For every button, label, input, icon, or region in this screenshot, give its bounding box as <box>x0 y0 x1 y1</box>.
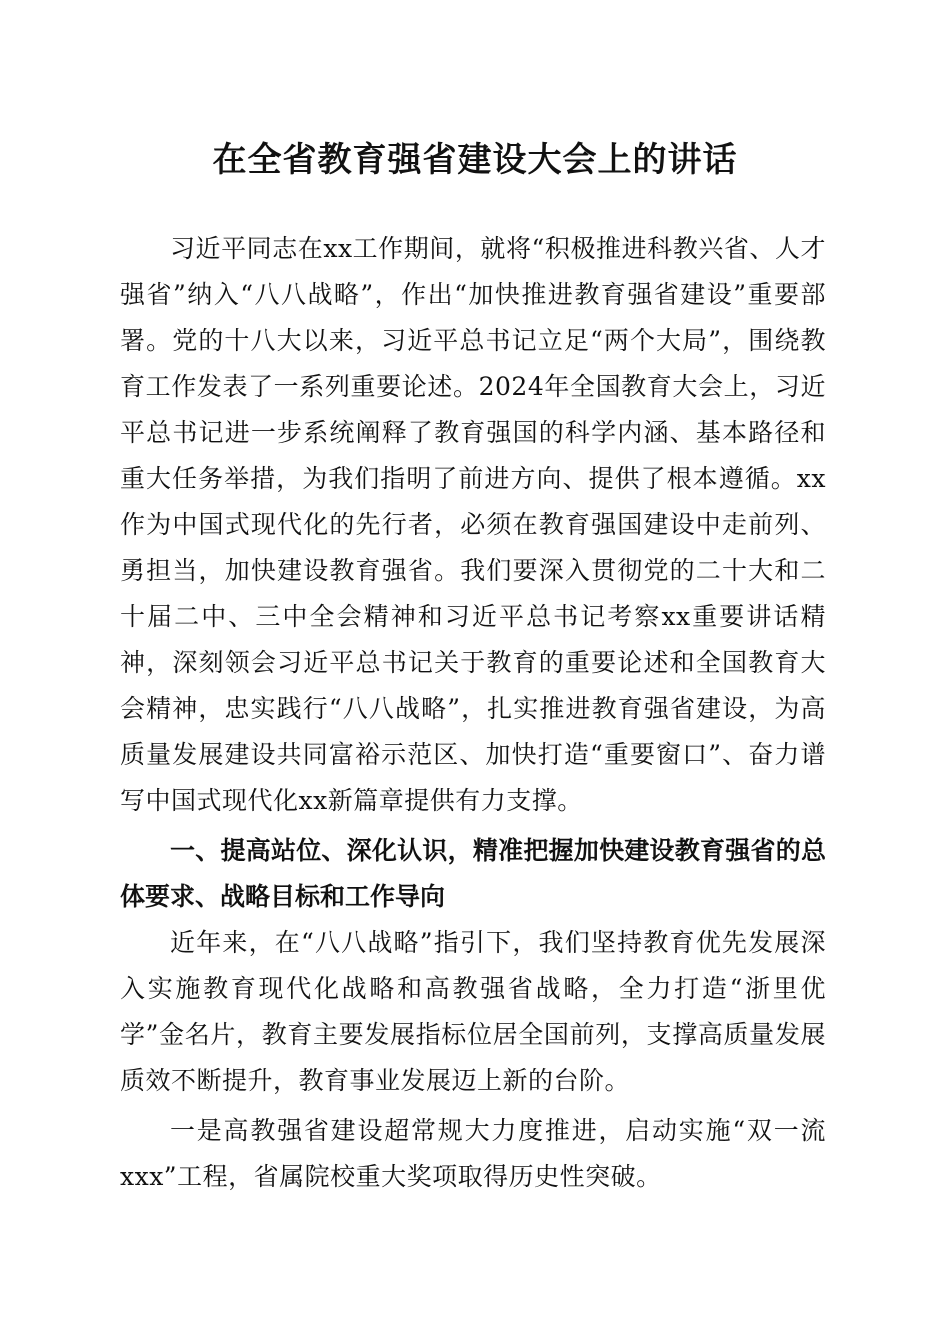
document-title: 在全省教育强省建设大会上的讲话 <box>212 140 738 180</box>
document-body <box>120 226 826 1200</box>
section-paragraph-1: 近年来，在“八八战略”指引下，我们坚持教育优先发展深入实施教育现代化战略和高教强省战略，全力打造“浙里优学”金名片，教育主要发展指标位居全国前列，支撑高质量发展质效不断提升，教育事业发展迈上新的台阶。 <box>120 928 826 1095</box>
section-heading: 一、提高站位、深化认识，精准把握加快建设教育强省的总体要求、战略目标和工作导向 <box>120 836 826 911</box>
intro-paragraph: 习近平同志在xx工作期间，就将“积极推进科教兴省、人才强省”纳入“八八战略”，作出“加快推进教育强省建设”重要部署。党的十八大以来，习近平总书记立足“两个大局”，围绕教育工作发表了一系列重要论述。2024年全国教育大会上，习近平总书记进一步系统阐释了教育强国的科学内涵、基本路径和重大任务举措，为我们指明了前进方向、提供了根本遵循。xx作为中国式现代化的先行者，必须在教育强国建设中走前列、勇担当，加快建设教育强省。我们要深入贯彻党的二十大和二十届二中、三中全会精神和习近平总书记考察xx重要讲话精神，深刻领会习近平总书记关于教育的重要论述和全国教育大会精神，忠实践行“八八战略”，扎实推进教育强省建设，为高质量发展建设共同富裕示范区、加快打造“重要窗口”、奋力谱写中国式现代化xx新篇章提供有力支撑。 <box>120 234 826 815</box>
section-paragraph-2: 一是高教强省建设超常规大力度推进，启动实施“双一流xxx”工程，省属院校重大奖项取得历史性突破。 <box>120 1116 826 1191</box>
